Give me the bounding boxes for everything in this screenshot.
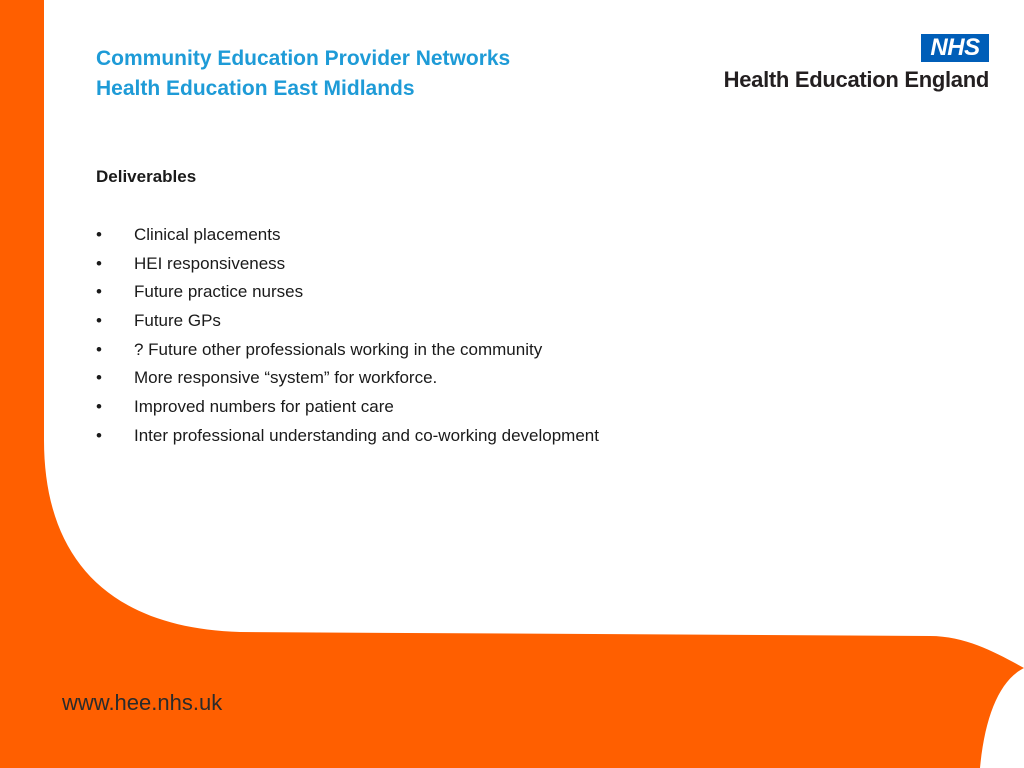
list-item-text: ? Future other professionals working in the community bbox=[134, 339, 543, 359]
slide-title-line-2: Health Education East Midlands bbox=[96, 77, 415, 100]
footer-url[interactable]: www.hee.nhs.uk bbox=[62, 690, 223, 715]
nhs-badge: NHS bbox=[921, 34, 989, 62]
list-item-text: More responsive “system” for workforce. bbox=[134, 368, 438, 388]
list-item-text: Inter professional understanding and co-working development bbox=[134, 425, 599, 445]
bullet-icon: • bbox=[96, 311, 102, 331]
list-item-text: Future GPs bbox=[134, 311, 221, 331]
list-item-text: Future practice nurses bbox=[134, 282, 304, 302]
bullet-icon: • bbox=[96, 368, 102, 388]
section-heading: Deliverables bbox=[96, 167, 197, 186]
bullet-icon: • bbox=[96, 282, 102, 302]
bullet-icon: • bbox=[96, 339, 102, 359]
list-item-text: Improved numbers for patient care bbox=[134, 397, 394, 417]
bullet-icon: • bbox=[96, 397, 102, 417]
bullet-icon: • bbox=[96, 253, 102, 273]
bullet-icon: • bbox=[96, 225, 102, 244]
logo-organisation-name: Health Education England bbox=[723, 67, 989, 92]
health-education-england-logo bbox=[708, 34, 991, 94]
bullet-icon: • bbox=[96, 425, 102, 445]
slide-title-line-1: Community Education Provider Networks bbox=[96, 47, 511, 70]
list-item-text: Clinical placements bbox=[134, 225, 281, 244]
list-item-text: HEI responsiveness bbox=[134, 253, 286, 273]
slide-title bbox=[96, 44, 510, 104]
